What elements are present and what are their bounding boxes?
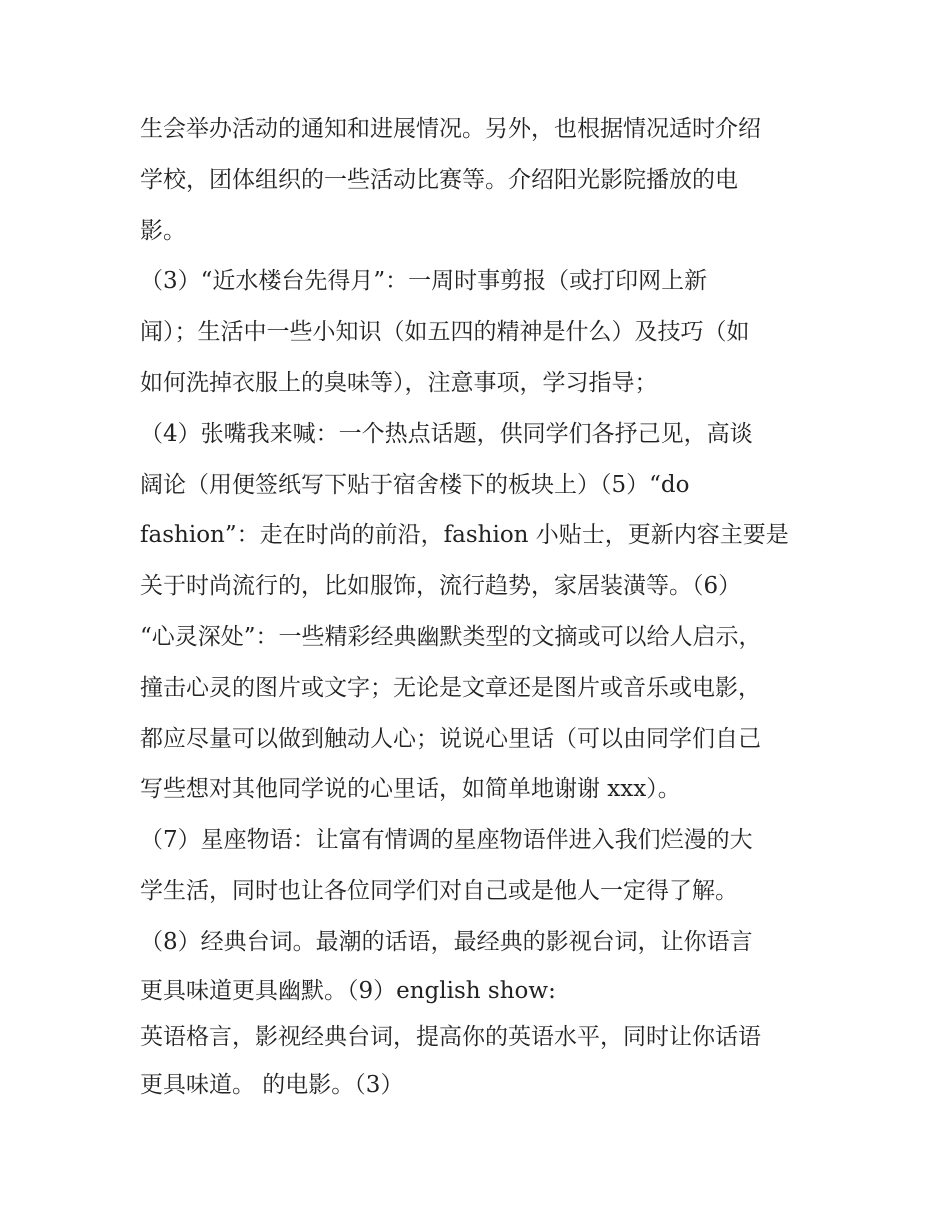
text-line-20: 更具味道。 的电影。（3）: [140, 1071, 404, 1098]
text-line-17: （8）经典台词。最潮的话语，最经典的影视台词，让你语言: [140, 928, 753, 955]
text-line-8: 阔论（用便签纸写下贴于宿舍楼下的板块上）（5）“do: [140, 471, 690, 498]
text-line-4: （3）“近水楼台先得月”：一周时事剪报（或打印网上新: [140, 268, 708, 295]
text-line-1: 生会举办活动的通知和进展情况。另外，也根据情况适时介绍: [140, 116, 761, 142]
text-line-19: 英语格言，影视经典台词，提高你的英语水平，同时让你话语: [140, 1023, 761, 1050]
text-line-11: “心灵深处”：一些精彩经典幽默类型的文摘或可以给人启示，: [140, 623, 762, 650]
text-line-2: 学校，团体组织的一些活动比赛等。介绍阳光影院播放的电: [140, 166, 738, 193]
text-line-3: 影。: [140, 217, 186, 244]
text-line-15: （7）星座物语：让富有情调的星座物语伴进入我们烂漫的大: [140, 827, 753, 854]
text-line-12: 撞击心灵的图片或文字；无论是文章还是图片或音乐或电影，: [140, 674, 761, 701]
text-line-16: 学生活，同时也让各位同学们对自己或是他人一定得了解。: [140, 877, 738, 904]
text-line-14: 写些想对其他同学说的心里话，如简单地谢谢 xxx）。: [140, 776, 681, 803]
text-line-5: 闻）；生活中一些小知识（如五四的精神是什么）及技巧（如: [140, 319, 750, 346]
text-line-10: 关于时尚流行的，比如服饰，流行趋势，家居装潢等。（6）: [140, 573, 742, 600]
text-line-18: 更具味道更具幽默。（9）english show:: [140, 977, 556, 1004]
text-line-9: fashion”：走在时尚的前沿，fashion 小贴士，更新内容主要是: [140, 522, 789, 549]
text-line-7: （4）张嘴我来喊：一个热点话题，供同学们各抒己见，高谈: [140, 420, 753, 447]
text-line-13: 都应尽量可以做到触动人心；说说心里话（可以由同学们自己: [140, 725, 761, 752]
document-body: [140, 104, 820, 1110]
text-line-6: 如何洗掉衣服上的臭味等），注意事项，学习指导；: [140, 369, 658, 396]
